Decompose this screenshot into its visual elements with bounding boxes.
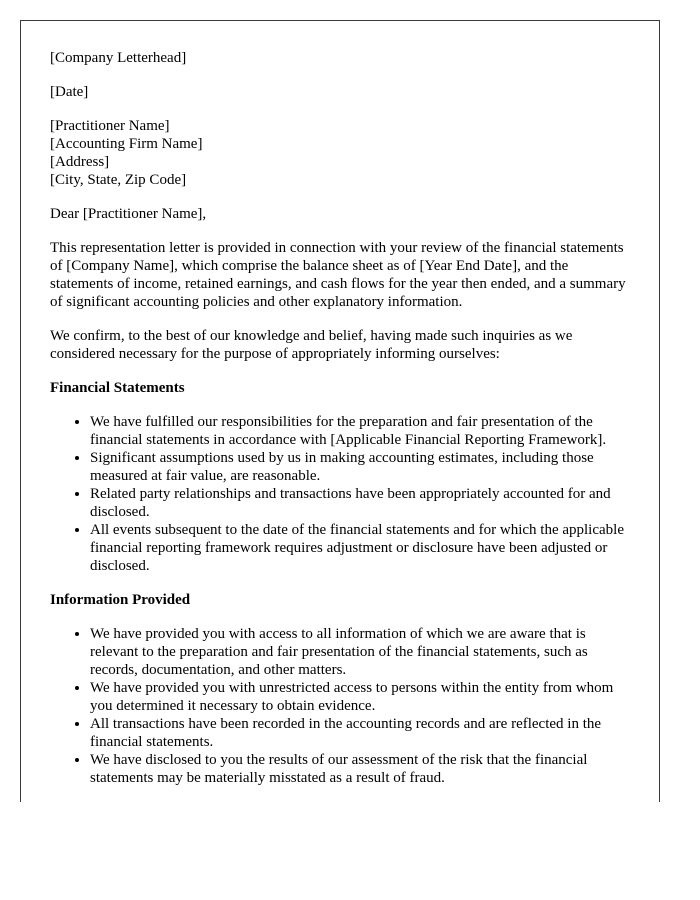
recipient-city-state-zip: [City, State, Zip Code] (50, 172, 187, 188)
information-provided-list (50, 625, 630, 787)
recipient-firm: [Accounting Firm Name] (50, 136, 203, 152)
list-item: • Related party relationships and transactions have been appropriately accounted for and disclosed. (90, 485, 630, 521)
letter-content (21, 21, 659, 787)
section-heading-information-provided: Information Provided (50, 592, 191, 608)
list-item: • Significant assumptions used by us in making accounting estimates, including those measured at fair value, are reasonable. (90, 449, 630, 485)
recipient-address: [Address] (50, 154, 110, 170)
recipient-name: [Practitioner Name] (50, 118, 170, 134)
salutation: Dear [Practitioner Name], (50, 206, 207, 222)
list-item: • All events subsequent to the date of the financial statements and for which the applicable financial reporting framework requires adjustment or disclosure have been adjusted or disclosed. (90, 521, 630, 575)
section-heading-financial-statements: Financial Statements (50, 380, 185, 396)
list-item: • We have fulfilled our responsibilities for the preparation and fair presentation of the financial statements in accordance with [Applicable Financial Reporting Framework]. (90, 413, 630, 449)
letter-page (20, 20, 660, 802)
list-item: • All transactions have been recorded in the accounting records and are reflected in the financial statements. (90, 715, 630, 751)
confirm-paragraph: We confirm, to the best of our knowledge and belief, having made such inquiries as we considered necessary for the purpose of appropriately informing ourselves: (50, 328, 573, 362)
company-letterhead: [Company Letterhead] (50, 50, 187, 66)
list-item: • We have provided you with unrestricted access to persons within the entity from whom you determined it necessary to obtain evidence. (90, 679, 630, 715)
list-item: • We have disclosed to you the results of our assessment of the risk that the financial statements may be materially misstated as a result of fraud. (90, 751, 630, 787)
recipient-address-block (50, 117, 630, 189)
financial-statements-list (50, 413, 630, 575)
intro-paragraph: This representation letter is provided in connection with your review of the financial statements of [Company Name], which comprise the balance sheet as of [Year End Date], and the statements of income, retained earnings, and cash flows for the year then ended, and a summary of significant accounting policies and other explanatory information. (50, 240, 626, 310)
letter-date: [Date] (50, 84, 89, 100)
list-item: • We have provided you with access to all information of which we are aware that is relevant to the preparation and fair presentation of the financial statements, such as records, documentation, and other matters. (90, 625, 630, 679)
